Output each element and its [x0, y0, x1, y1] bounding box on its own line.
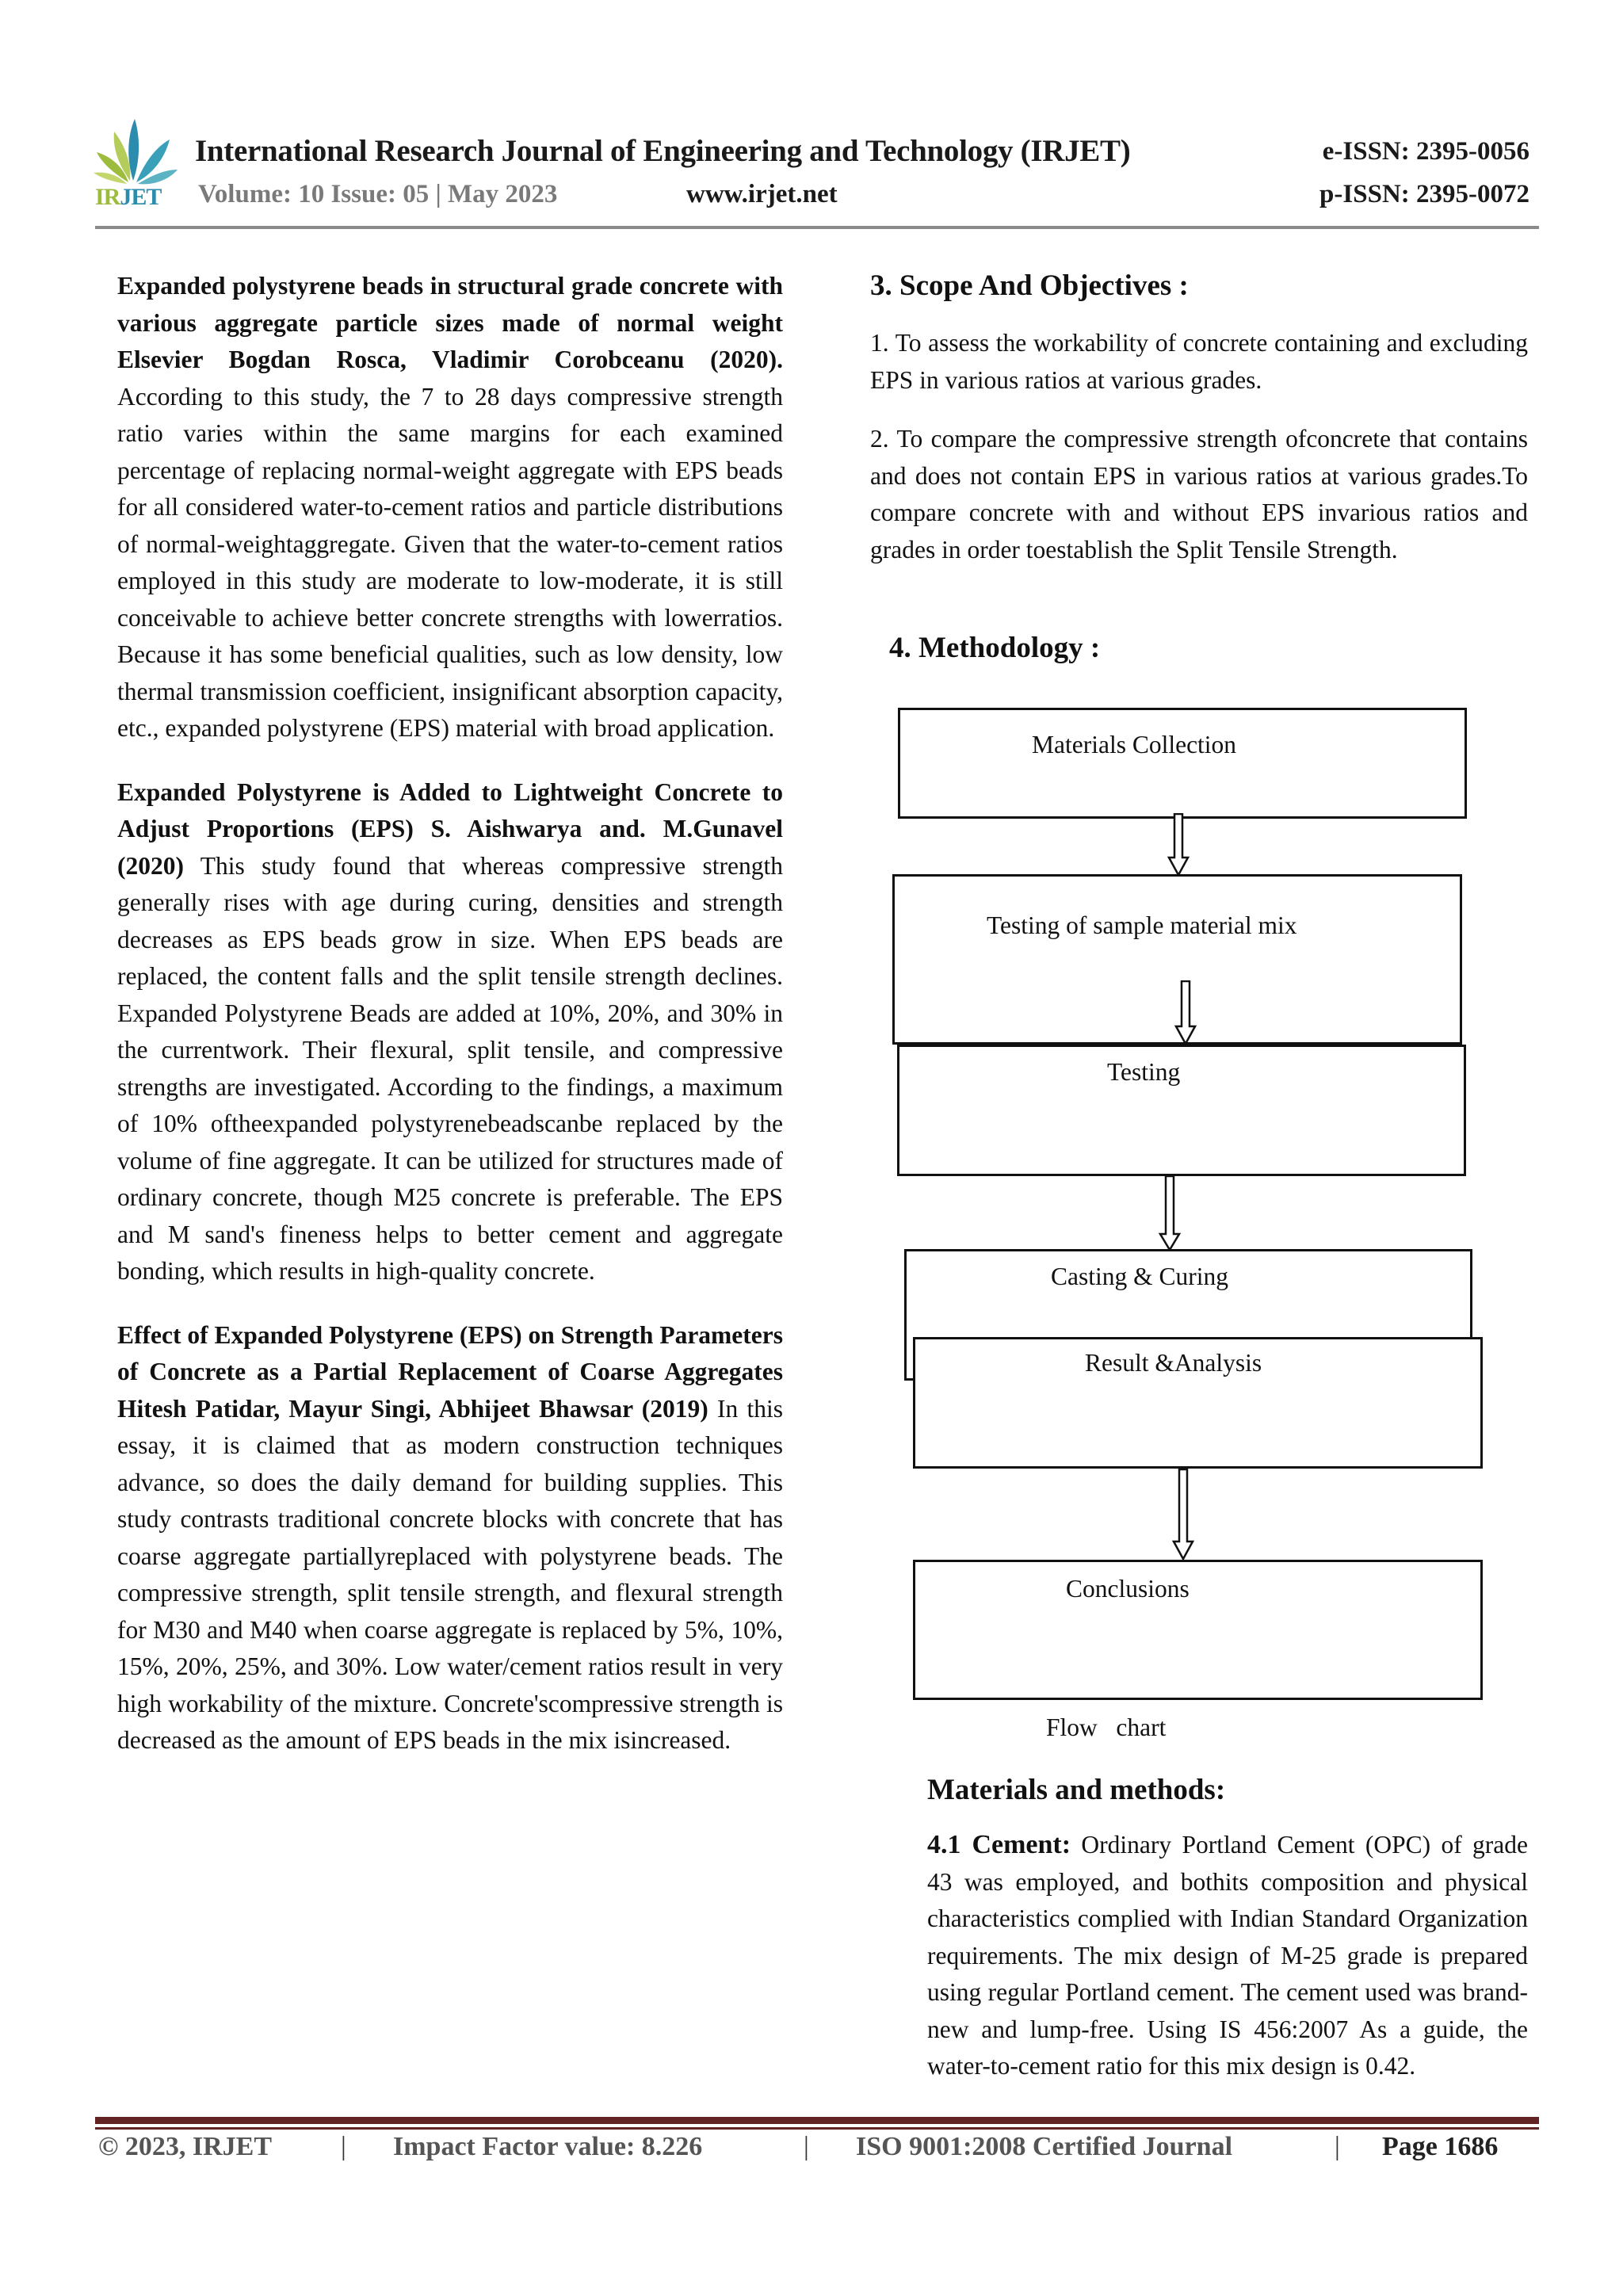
paragraph-lead: Expanded Polystyrene is Added to Lightweight Concrete to Adjust Proportions (EPS) S. Aishwarya and. M.Gunavel (2020): [117, 777, 783, 880]
e-issn: e-ISSN: 2395-0056: [1322, 137, 1529, 166]
arrow-down-icon: [1167, 813, 1190, 877]
footer-impact-factor: Impact Factor value: 8.226: [393, 2132, 703, 2161]
paragraph-body: According to this study, the 7 to 28 days compressive strength ratio varies within the same margins for each examined percentage of replacing normal-weight aggregate with EPS beads for all considered water-to-cement ratios and particle distributions of normal-weightaggregate. Given that the water-to-cement ratios employed in this study are moderate to low-moderate, it is still conceivable to achieve better concrete strengths with lowerratios. Because it has some beneficial qualities, such as low density, low thermal transmission coefficient, insignificant absorption capacity, etc., expanded polystyrene (EPS) material with broad application.: [117, 382, 783, 742]
leaf-logo-icon: [92, 117, 179, 189]
paragraph-body: In this essay, it is claimed that as modern construction techniques advance, so does the daily demand for building supplies. This study contrasts traditional concrete blocks with concrete that has coarse aggregate partiallyreplaced with polystyrene beads. The compressive strength, split tensile strength, and flexural strength for M30 and M40 when coarse aggregate is replaced by 5%, 10%, 15%, 20%, 25%, and 30%. Low water/cement ratios result in very high workability of the mixture. Concrete'scompressive strength is decreased as the amount of EPS beads in the mix isincreased.: [117, 1394, 783, 1754]
objective-text: To compare the compressive strength ofconcrete that contains and does not contain EPS in various ratios at various grades.To compare concrete with and without EPS invarious ratios and grades in order toestablish the Split Tensile Strength.: [870, 425, 1528, 563]
left-column: [117, 268, 783, 1786]
footer-divider: [95, 2117, 1539, 2124]
p-issn: p-ISSN: 2395-0072: [1319, 180, 1529, 208]
cement-paragraph: [927, 1827, 1528, 2085]
objective-item: [870, 325, 1528, 399]
flow-step-testing-sample-mix: Testing of sample material mix: [892, 874, 1462, 1045]
flowchart-caption: Flow chart: [1046, 1713, 1167, 1741]
page-footer: [98, 2132, 1517, 2167]
footer-iso: ISO 9001:2008 Certified Journal: [856, 2132, 1233, 2161]
paragraph-lead: Effect of Expanded Polystyrene (EPS) on Strength Parameters of Concrete as a Partial Replacement of Coarse Aggregates Hitesh Patidar, Mayur Singi, Abhijeet Bhawsar (2019): [117, 1320, 783, 1423]
flow-step-materials-collection: Materials Collection: [898, 708, 1467, 819]
literature-paragraph: [117, 1317, 783, 1759]
literature-paragraph: [117, 774, 783, 1290]
footer-page-number: Page 1686: [1382, 2132, 1499, 2161]
scope-heading: 3. Scope And Objectives :: [870, 269, 1189, 302]
arrow-down-icon: [1174, 980, 1197, 1045]
flow-step-casting-curing: Casting & Curing: [904, 1249, 1472, 1381]
footer-divider-thin: [95, 2127, 1539, 2130]
literature-paragraph: [117, 268, 783, 747]
objective-number: 1.: [870, 329, 889, 357]
objective-number: 2.: [870, 425, 889, 453]
arrow-down-icon: [1172, 1469, 1194, 1561]
footer-separator: |: [341, 2132, 346, 2161]
footer-separator: |: [804, 2132, 809, 2161]
objectives-list: [870, 325, 1528, 568]
objective-text: To assess the workability of concrete containing and excluding EPS in various ratios at various grades.: [870, 329, 1528, 394]
flow-step-testing: Testing: [897, 1045, 1466, 1176]
footer-copyright: © 2023, IRJET: [98, 2132, 273, 2161]
flow-step-result-analysis: Result &Analysis: [913, 1337, 1483, 1469]
methodology-heading: 4. Methodology :: [889, 632, 1101, 664]
journal-title: International Research Journal of Engineering and Technology (IRJET): [195, 134, 1131, 168]
flow-step-conclusions: Conclusions: [913, 1560, 1483, 1700]
cement-body: Ordinary Portland Cement (OPC) of grade 43 was employed, and bothits composition and physical characteristics complied with Indian Standard Organization requirements. The mix design of M-25 grade is prepared using regular Portland cement. The cement used was brand-new and lump-free. Using IS 456:2007 As a guide, the water-to-cement ratio for this mix design is 0.42.: [927, 1831, 1528, 2080]
volume-issue: Volume: 10 Issue: 05 | May 2023: [198, 180, 558, 208]
logo-wordmark: IRJET: [95, 184, 162, 210]
objective-item: [870, 421, 1528, 568]
irjet-logo: [92, 117, 179, 212]
materials-methods-heading: Materials and methods:: [927, 1774, 1226, 1806]
footer-separator: |: [1335, 2132, 1340, 2161]
cement-label: 4.1 Cement:: [927, 1830, 1071, 1859]
arrow-down-icon: [1159, 1175, 1181, 1251]
right-column: [870, 268, 1528, 590]
paragraph-lead: Expanded polystyrene beads in structural grade concrete with various aggregate particle sizes made of normal weight Elsevier Bogdan Rosca, Vladimir Corobceanu (2020).: [117, 272, 783, 373]
paragraph-body: This study found that whereas compressive strength generally rises with age during curing, densities and strength decreases as EPS beads grow in size. When EPS beads are replaced, the content falls and the split tensile strength declines. Expanded Polystyrene Beads are added at 10%, 20%, and 30% in the currentwork. Their flexural, split tensile, and compressive strengths are investigated. According to the findings, a maximum of 10% oftheexpanded polystyrenebeadscanbe replaced by the volume of fine aggregate. It can be utilized for structures made of ordinary concrete, though M25 concrete is preferable. The EPS and M sand's fineness helps to better cement and aggregate bonding, which results in high-quality concrete.: [117, 851, 783, 1285]
header-divider: [95, 226, 1539, 229]
website-link[interactable]: www.irjet.net: [686, 180, 838, 208]
